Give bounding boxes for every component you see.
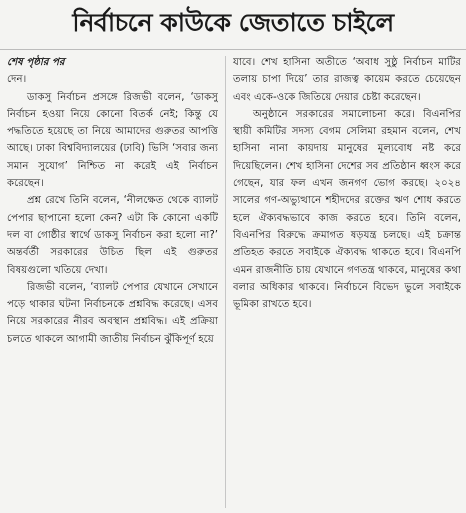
paragraph: যাবে। শেখ হাসিনা অতীতে ‘অবাধ সুষ্ঠু নির্বাচন মাটির তলায় চাপা দিয়ে’ তার রাজত্ব কায়েম করতে চেয়েছেন এবং একে-ওকে জিতিয়ে দেয়ার চেষ্টা করেছেন। (233, 57, 461, 103)
paragraph: দেন। (7, 74, 27, 86)
headline: নির্বাচনে কাউকে জেতাতে চাইলে (0, 0, 466, 50)
paragraph: প্রশ্ন রেখে তিনি বলেন, ‘নীলক্ষেত থেকে ব্যালট পেপার ছাপানো হলো কেন? এটা কি কোনো একটি দল বা গোষ্ঠীর স্বার্থে ডাকসু নির্বাচন করা হলো না?’ অন্তর্বর্তী সরকারের উচিত ছিল এই গুরুতর বিষয়গুলো খতিয়ে দেখা। (7, 195, 218, 276)
paragraph: অনুষ্ঠানে সরকারের সমালোচনা করে। বিএনপির স্থায়ী কমিটির সদস্য বেগম সেলিমা রহমান বলেন, শেখ হাসিনা নানা কায়দায় মানুষের মূল্যবোধ নষ্ট করে দিয়েছিলেন। শেখ হাসিনা দেশের সব প্রতিষ্ঠান ধ্বংস করে গেছেন, যার ফল এখন জনগণ ভোগ করছে। ২০২৪ সালের গণ-অভ্যুত্থানে শহীদদের রক্তের ঋণ শোধ করতে হলে ঐক্যবদ্ধভাবে কাজ করতে হবে। তিনি বলেন, বিএনপির বিরুদ্ধে ক্রমাগত ষড়যন্ত্র চলছে। এই চক্রান্ত প্রতিহত করতে সবাইকে ঐক্যবদ্ধ থাকতে হবে। বিএনপি এমন রাজনীতি চায় যেখানে গণতন্ত্র থাকবে, মানুষের কথা বলার অধিকার থাকবে। নির্বাচনে বিভেদ ভুলে সবাইকে ভূমিকা রাখতে হবে। (233, 108, 461, 311)
continuation-note: শেষ পৃষ্ঠার পর (7, 57, 65, 68)
column-divider (225, 56, 226, 508)
paragraph: ডাকসু নির্বাচন প্রসঙ্গে রিজভী বলেন, ‘ডাকসু নির্বাচন হওয়া নিয়ে কোনো বিতর্ক নেই; কিন্তু যে পদ্ধতিতে হয়েছে তা নিয়ে আমাদের গুরুতর আপত্তি আছে। ঢাকা বিশ্ববিদ্যালয়ের (ঢাবি) ভিসি ‘সবার জন্য সমান সুযোগ’ নিশ্চিত না করেই এই নির্বাচন করেছেন। (7, 91, 218, 190)
paragraph: রিজভী বলেন, ‘ব্যালট পেপার যেখানে সেখানে পড়ে থাকার ঘটনা নির্বাচনকে প্রশ্নবিদ্ধ করেছে। এসব নিয়ে সরকারের নীরব অবস্থান প্রশ্নবিদ্ধ। এই প্রক্রিয়া চলতে থাকলে আগামী জাতীয় নির্বাচন ঝুঁকিপূর্ণ হয়ে (7, 281, 218, 345)
article-column-left (7, 54, 218, 512)
article-column-right (233, 54, 461, 512)
